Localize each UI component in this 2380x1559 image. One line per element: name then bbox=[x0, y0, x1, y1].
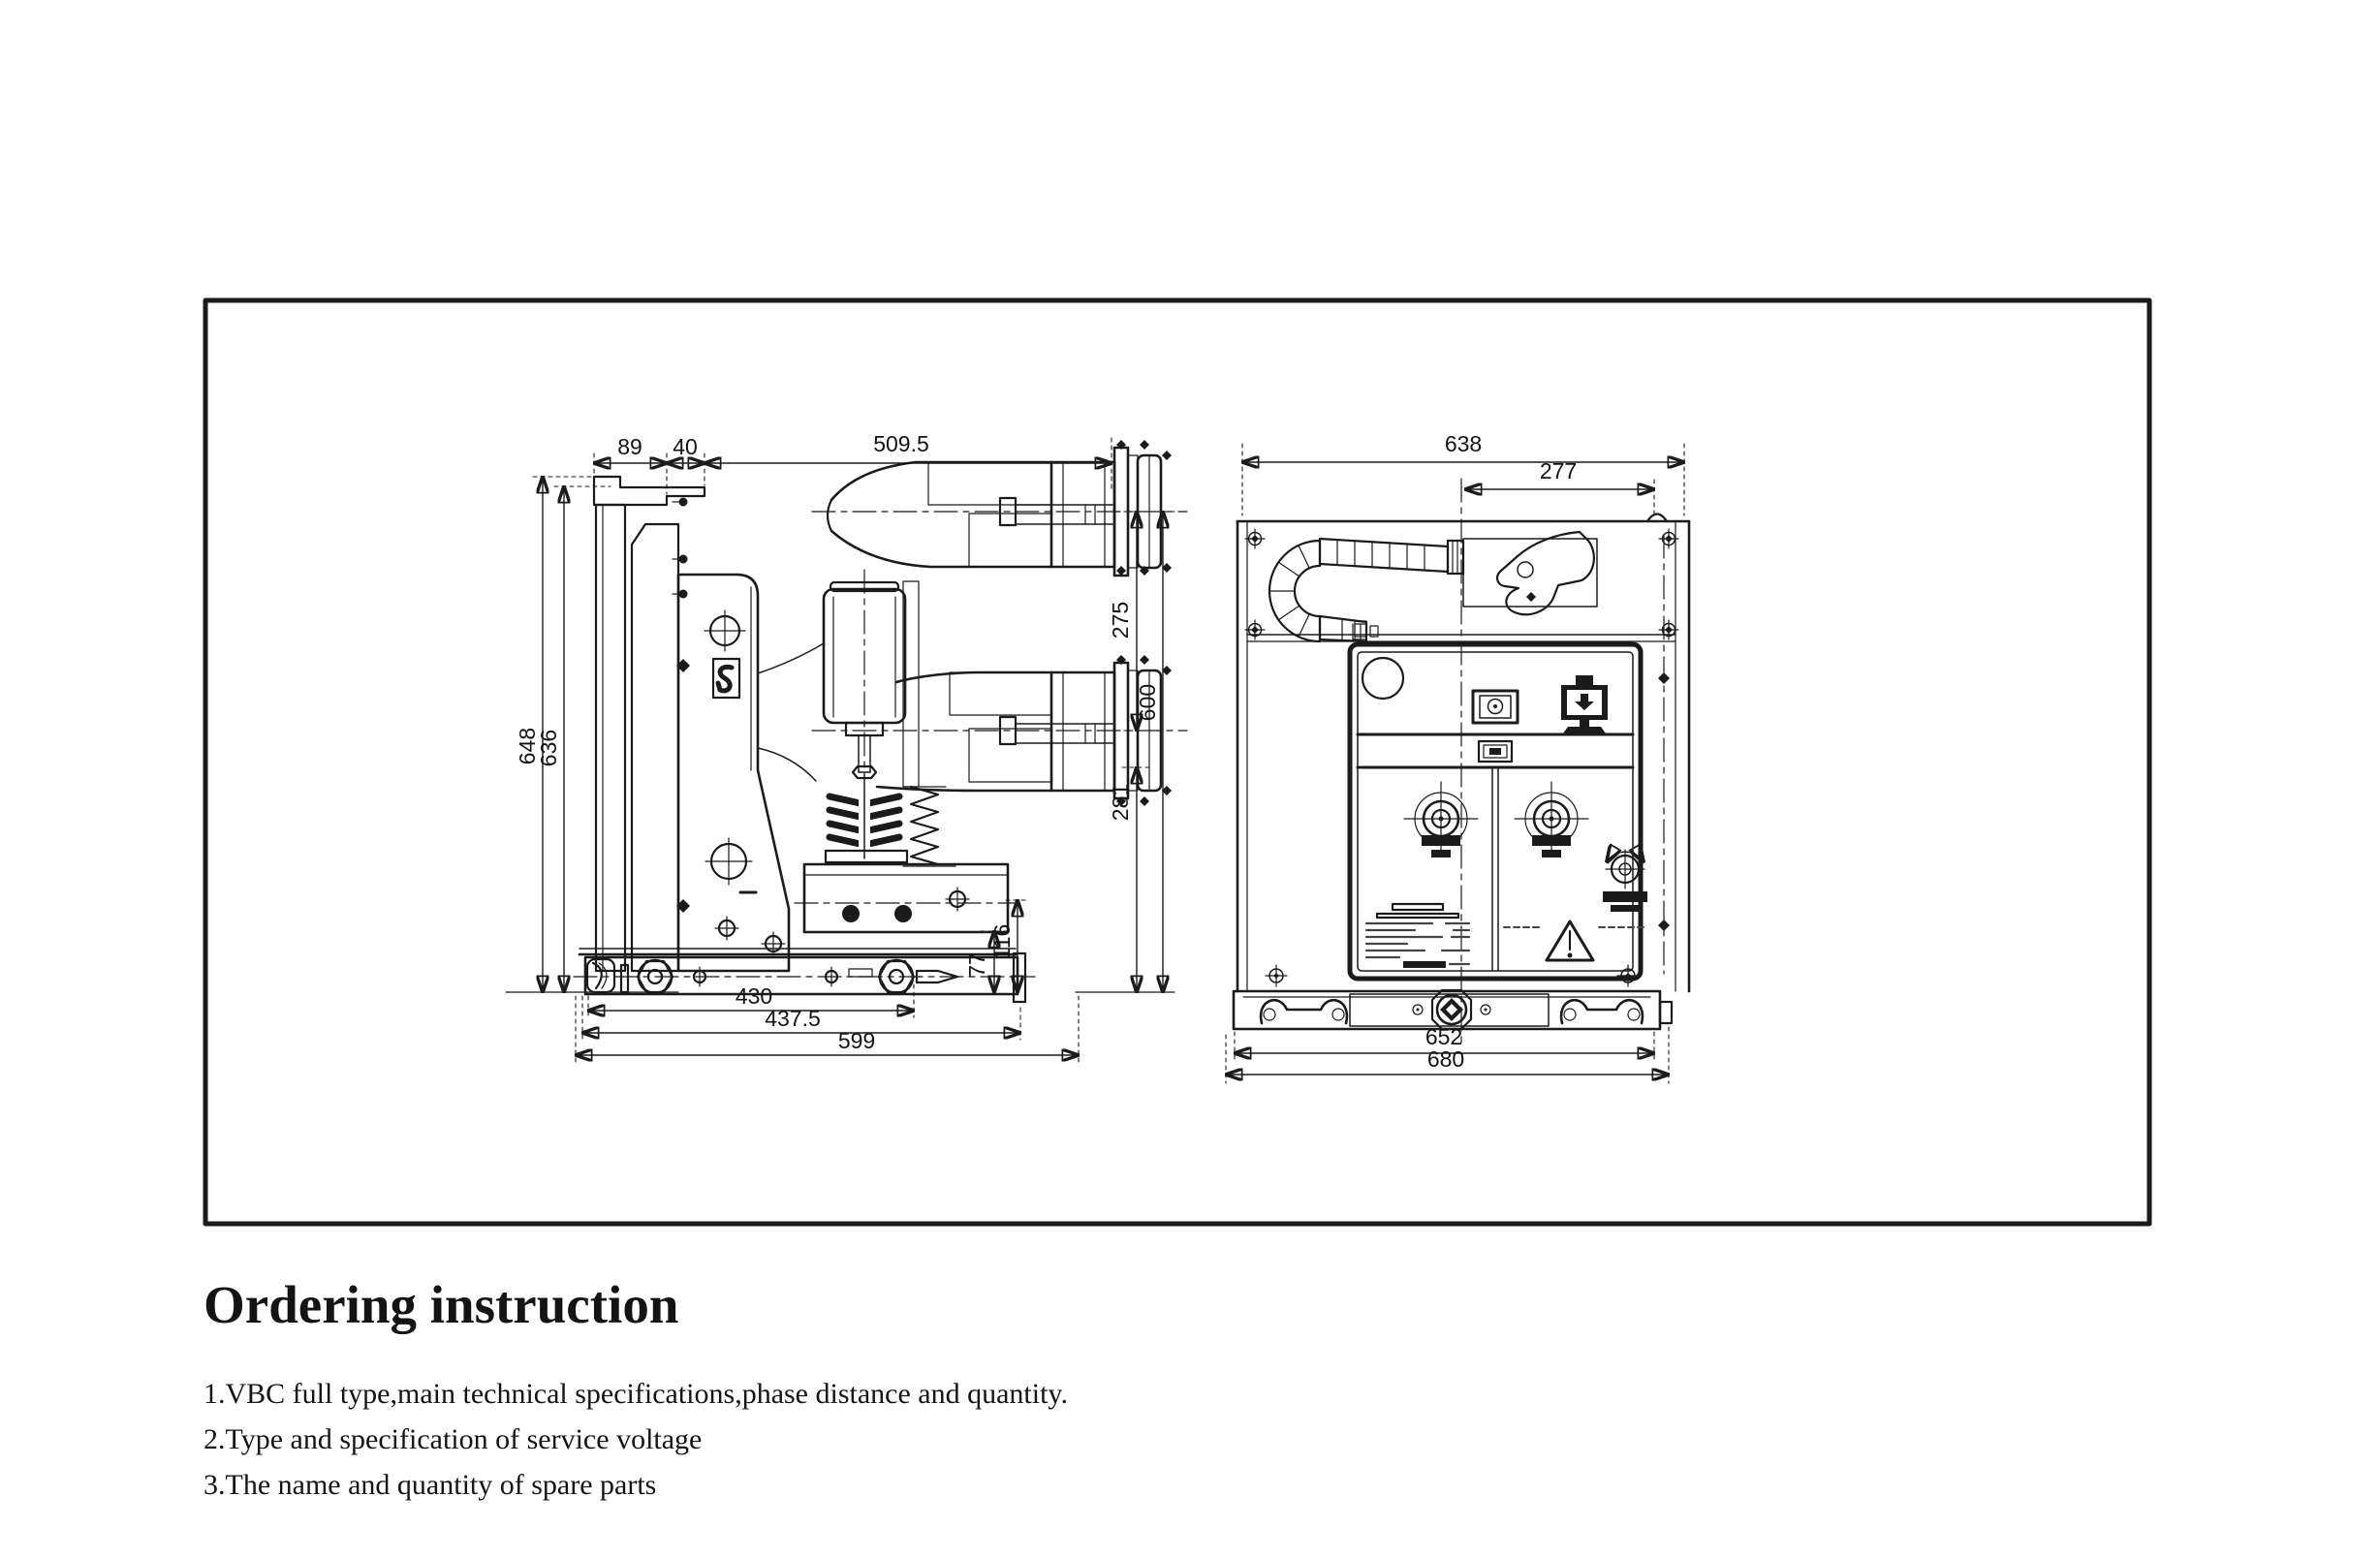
dim-label-652: 652 bbox=[1425, 1024, 1463, 1049]
drawing-line bbox=[1563, 727, 1606, 733]
drawing-line bbox=[1393, 904, 1443, 910]
panel-hole bbox=[1362, 658, 1403, 699]
open-button bbox=[1404, 782, 1478, 857]
drawing-line bbox=[1140, 796, 1149, 806]
drawing-line bbox=[1658, 920, 1670, 931]
drawing-line bbox=[1251, 626, 1259, 634]
drawing-line bbox=[1564, 1009, 1576, 1020]
dim-label-277: 277 bbox=[1539, 458, 1578, 483]
drawing-line bbox=[1580, 720, 1589, 727]
drawing-line bbox=[1576, 675, 1593, 685]
drawing-line bbox=[1320, 539, 1448, 572]
drawing-line bbox=[679, 498, 688, 507]
dim-label-648: 648 bbox=[515, 727, 540, 765]
close-button bbox=[1515, 782, 1588, 857]
upper-pole-bushing bbox=[812, 440, 1187, 576]
drawing-line bbox=[1611, 905, 1640, 912]
dim-label-77: 77 bbox=[964, 952, 989, 978]
side-view-structure bbox=[574, 440, 1187, 1002]
drawing-line bbox=[758, 748, 816, 781]
drawing-line bbox=[1493, 704, 1497, 708]
drawing-line bbox=[1278, 562, 1300, 577]
drawing-line bbox=[1299, 614, 1309, 637]
drawing-line bbox=[1518, 562, 1533, 577]
drawing-line bbox=[1532, 835, 1571, 846]
drawing-line bbox=[1665, 626, 1673, 634]
drawing-line bbox=[632, 524, 678, 971]
dim-label-281: 281 bbox=[1108, 783, 1133, 822]
drawing-line bbox=[826, 851, 907, 862]
drawing-line bbox=[1403, 961, 1446, 968]
drawing-line bbox=[596, 505, 625, 971]
dim-label-40: 40 bbox=[673, 434, 698, 459]
drawing-line bbox=[1603, 891, 1647, 902]
side-view-dimensions bbox=[506, 431, 1174, 1062]
dim-label-680: 680 bbox=[1426, 1046, 1465, 1072]
note-line-3: 3.The name and quantity of spare parts bbox=[204, 1469, 657, 1501]
drawing-line bbox=[1332, 1009, 1344, 1020]
drawing-line bbox=[679, 555, 688, 564]
drawing-line bbox=[1658, 672, 1670, 684]
drawing-line bbox=[1542, 850, 1561, 857]
dim-label-600: 600 bbox=[1135, 683, 1160, 722]
drawing-line bbox=[969, 514, 1051, 567]
drawing-line bbox=[842, 905, 860, 922]
drawing-line bbox=[1251, 535, 1259, 543]
drawing-line bbox=[593, 963, 602, 988]
drawing-line bbox=[831, 531, 1051, 567]
note-line-2: 2.Type and specification of service voltage bbox=[204, 1423, 703, 1455]
drawing-line bbox=[1140, 655, 1149, 665]
drawing-line bbox=[1526, 592, 1536, 602]
interlock-lever bbox=[1463, 532, 1597, 614]
drawing-line bbox=[849, 969, 872, 977]
drawing-line bbox=[594, 477, 705, 505]
drawing-line bbox=[1485, 1009, 1488, 1012]
drawing-line bbox=[1422, 835, 1460, 846]
front-view bbox=[1226, 431, 1689, 1083]
drive-coupling bbox=[1413, 990, 1490, 1029]
drawing-line bbox=[1377, 914, 1458, 918]
front-view-structure bbox=[1234, 479, 1689, 1045]
dim-label-275: 275 bbox=[1108, 601, 1133, 639]
dim-label-638: 638 bbox=[1444, 431, 1483, 456]
drawing-line bbox=[1568, 953, 1573, 958]
operation-counter bbox=[1473, 691, 1518, 723]
drawing-line bbox=[1417, 1009, 1420, 1012]
ordering-instruction-section bbox=[204, 1275, 1068, 1501]
lower-support-arm bbox=[795, 864, 1018, 932]
drawing-line bbox=[1660, 1002, 1672, 1023]
drawing-line bbox=[1278, 606, 1300, 620]
hook-icon bbox=[718, 667, 732, 691]
side-view bbox=[506, 431, 1187, 1062]
charge-indicator bbox=[1561, 675, 1608, 733]
dim-label-116: 116 bbox=[989, 923, 1015, 960]
drawing-border bbox=[205, 300, 2149, 1224]
drawing-line bbox=[896, 672, 1051, 682]
front-base bbox=[1234, 990, 1672, 1029]
drawing-line bbox=[1140, 440, 1149, 450]
note-line-1: 1.VBC full type,main technical specifications,phase distance and quantity. bbox=[204, 1378, 1068, 1410]
dim-label-509-5: 509.5 bbox=[873, 431, 929, 456]
nameplate bbox=[1366, 904, 1469, 968]
front-view-dimensions bbox=[1226, 431, 1684, 1083]
drawing-line bbox=[831, 462, 1051, 500]
drawing-line bbox=[1116, 566, 1126, 576]
drawing-line bbox=[679, 590, 688, 599]
drawing-line bbox=[911, 787, 938, 864]
drawing-line bbox=[928, 462, 1051, 505]
dim-label-437-5: 437.5 bbox=[765, 1006, 821, 1031]
section-heading: Ordering instruction bbox=[204, 1275, 679, 1334]
left-handle bbox=[1261, 1000, 1347, 1023]
dim-label-599: 599 bbox=[837, 1028, 876, 1053]
drawing-line bbox=[1497, 532, 1594, 614]
drawing-line bbox=[894, 905, 912, 922]
dim-label-430: 430 bbox=[735, 983, 773, 1009]
drawing-line bbox=[1273, 973, 1279, 979]
drawing-line bbox=[678, 575, 789, 971]
dim-label-636: 636 bbox=[536, 729, 561, 767]
band-latch bbox=[1479, 741, 1512, 762]
drawing-line bbox=[950, 672, 1051, 715]
drawing-line bbox=[969, 729, 1051, 782]
warning-triangle bbox=[1504, 921, 1647, 960]
drawing-line bbox=[758, 643, 824, 673]
dim-label-89: 89 bbox=[617, 434, 642, 459]
drawing-line bbox=[1489, 748, 1501, 755]
drawing-line bbox=[1299, 546, 1309, 568]
drawing-line bbox=[1162, 451, 1172, 460]
drawing-line bbox=[1431, 850, 1451, 857]
drawing-line bbox=[1264, 1009, 1275, 1020]
drawing-line bbox=[1665, 535, 1673, 543]
drawing-line bbox=[1628, 1009, 1640, 1020]
drawing-line bbox=[1320, 616, 1366, 641]
drawing-line bbox=[828, 500, 831, 531]
front-panel bbox=[1350, 644, 1647, 979]
